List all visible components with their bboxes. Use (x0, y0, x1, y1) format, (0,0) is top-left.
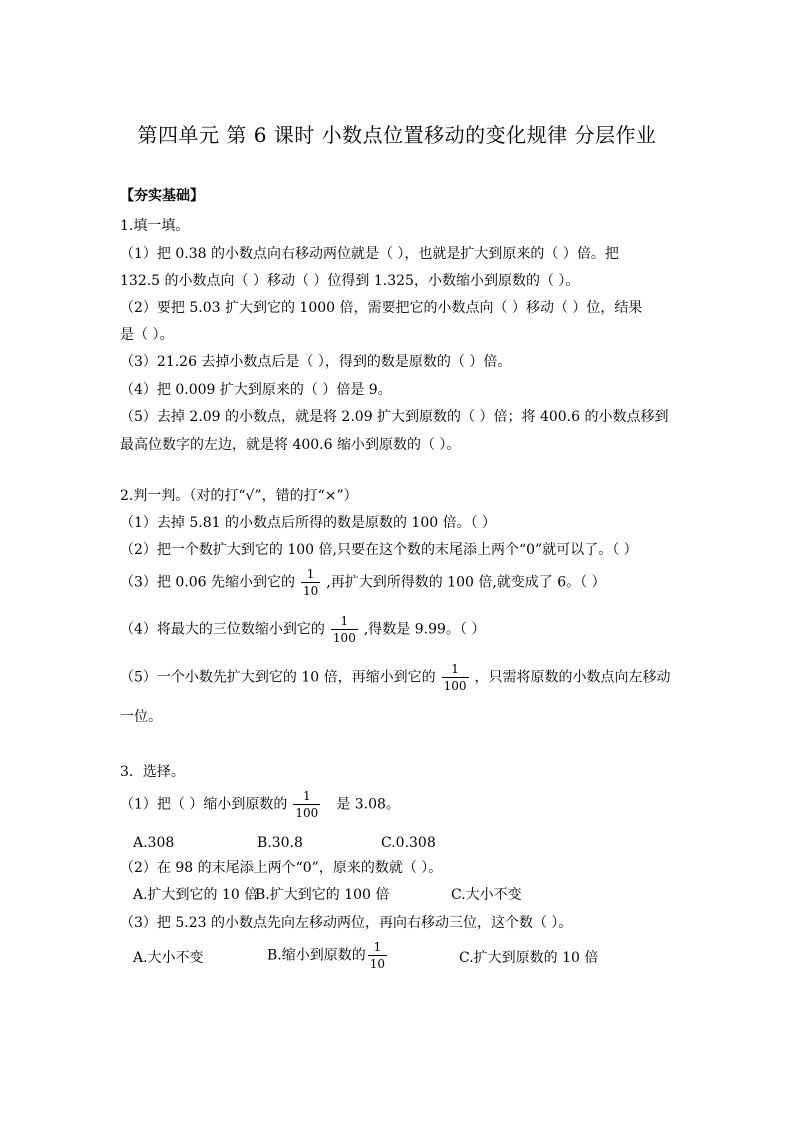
fraction-numerator: 1 (451, 662, 459, 676)
option-c: C.0.308 (381, 835, 436, 851)
q2-item-2: （2）把一个数扩大到它的 100 倍,只要在这个数的末尾添上两个“0”就可以了。（ ） (120, 542, 638, 558)
fraction (293, 788, 320, 821)
fraction (301, 566, 320, 599)
option-c: C.扩大到原数的 10 倍 (459, 950, 599, 966)
option-b: B.扩大到它的 100 倍 (255, 887, 390, 903)
fraction-denominator: 10 (369, 957, 386, 971)
q3-item-2: （2）在 98 的末尾添上两个“0”，原来的数就（ ）。 (120, 860, 443, 876)
q1-line: （5）去掉 2.09 的小数点，就是将 2.09 扩大到原数的（ ）倍；将 400.6 的小数点移到 (120, 409, 669, 425)
fraction (442, 661, 469, 694)
q2-item-3-text: ,再扩大到所得数的 100 倍,就变成了 6。（ ） (326, 574, 606, 591)
q1-line: （3）21.26 去掉小数点后是（ ），得到的数是原数的（ ）倍。 (120, 354, 512, 370)
q1-heading: 1.填一填。 (120, 218, 190, 234)
q2-item-5-text: （5）一个小数先扩大到它的 10 倍，再缩小到它的 (120, 669, 436, 686)
q3-item-1 (120, 788, 400, 821)
page-title: 第四单元 第 6 课时 小数点位置移动的变化规律 分层作业 (137, 123, 657, 147)
option-b (267, 939, 393, 972)
fraction-numerator: 1 (302, 789, 311, 803)
q2-heading: 2.判一判。（对的打“√”，错的打“×”） (120, 488, 358, 504)
option-a: A.308 (133, 835, 175, 851)
q2-item-1: （1）去掉 5.81 的小数点后所得的数是原数的 100 倍。（ ） (120, 515, 497, 531)
q1-line: 最高位数字的左边，就是将 400.6 缩小到原数的（ ）。 (120, 437, 461, 453)
q2-item-4 (120, 613, 485, 646)
q2-item-5-text: ，只需将原数的小数点向左移动 (474, 669, 671, 686)
q1-line: 是（ ）。 (120, 327, 174, 343)
fraction (331, 613, 358, 646)
option-b: B.30.8 (257, 835, 303, 851)
fraction-denominator: 100 (332, 631, 356, 645)
q3-item-1-text: （1）把（ ）缩小到原数的 (120, 796, 288, 813)
q1-line: （4）把 0.009 扩大到原来的（ ）倍是 9。 (120, 382, 392, 398)
fraction-numerator: 1 (306, 567, 315, 581)
q1-line: 132.5 的小数点向（ ）移动（ ）位得到 1.325，小数缩小到原数的（ ）。 (120, 273, 580, 289)
fraction (368, 939, 387, 972)
fraction-numerator: 1 (373, 940, 382, 954)
fraction-denominator: 100 (295, 806, 319, 820)
q2-item-4-text: ,得数是 9.99。（ ） (363, 621, 486, 638)
q2-item-3 (120, 566, 606, 599)
q1-line: （1）把 0.38 的小数点向右移动两位就是（ ），也就是扩大到原来的（ ）倍。把 (120, 246, 619, 262)
q2-item-5-continued: 一位。 (120, 709, 162, 725)
option-b-text: B.缩小到原数的 (267, 947, 366, 964)
fraction-denominator: 100 (443, 679, 467, 693)
option-c: C.大小不变 (451, 887, 522, 903)
q2-item-3-text: （3）把 0.06 先缩小到它的 (120, 574, 295, 591)
q2-item-4-text: （4）将最大的三位数缩小到它的 (120, 621, 325, 638)
q2-item-5 (120, 661, 671, 694)
option-a: A.扩大到它的 10 倍 (133, 887, 259, 903)
fraction-denominator: 10 (302, 584, 319, 598)
option-a: A.大小不变 (133, 950, 204, 966)
q3-heading: 3．选择。 (120, 764, 185, 780)
q3-item-1-text: 是 3.08。 (336, 796, 400, 813)
q3-item-3: （3）把 5.23 的小数点先向左移动两位，再向右移动三位，这个数（ ）。 (120, 915, 573, 931)
q1-line: （2）要把 5.03 扩大到它的 1000 倍，需要把它的小数点向（ ）移动（ ）位，结果 (120, 300, 643, 316)
fraction-numerator: 1 (340, 614, 349, 628)
section-heading: 【夯实基础】 (120, 188, 204, 204)
